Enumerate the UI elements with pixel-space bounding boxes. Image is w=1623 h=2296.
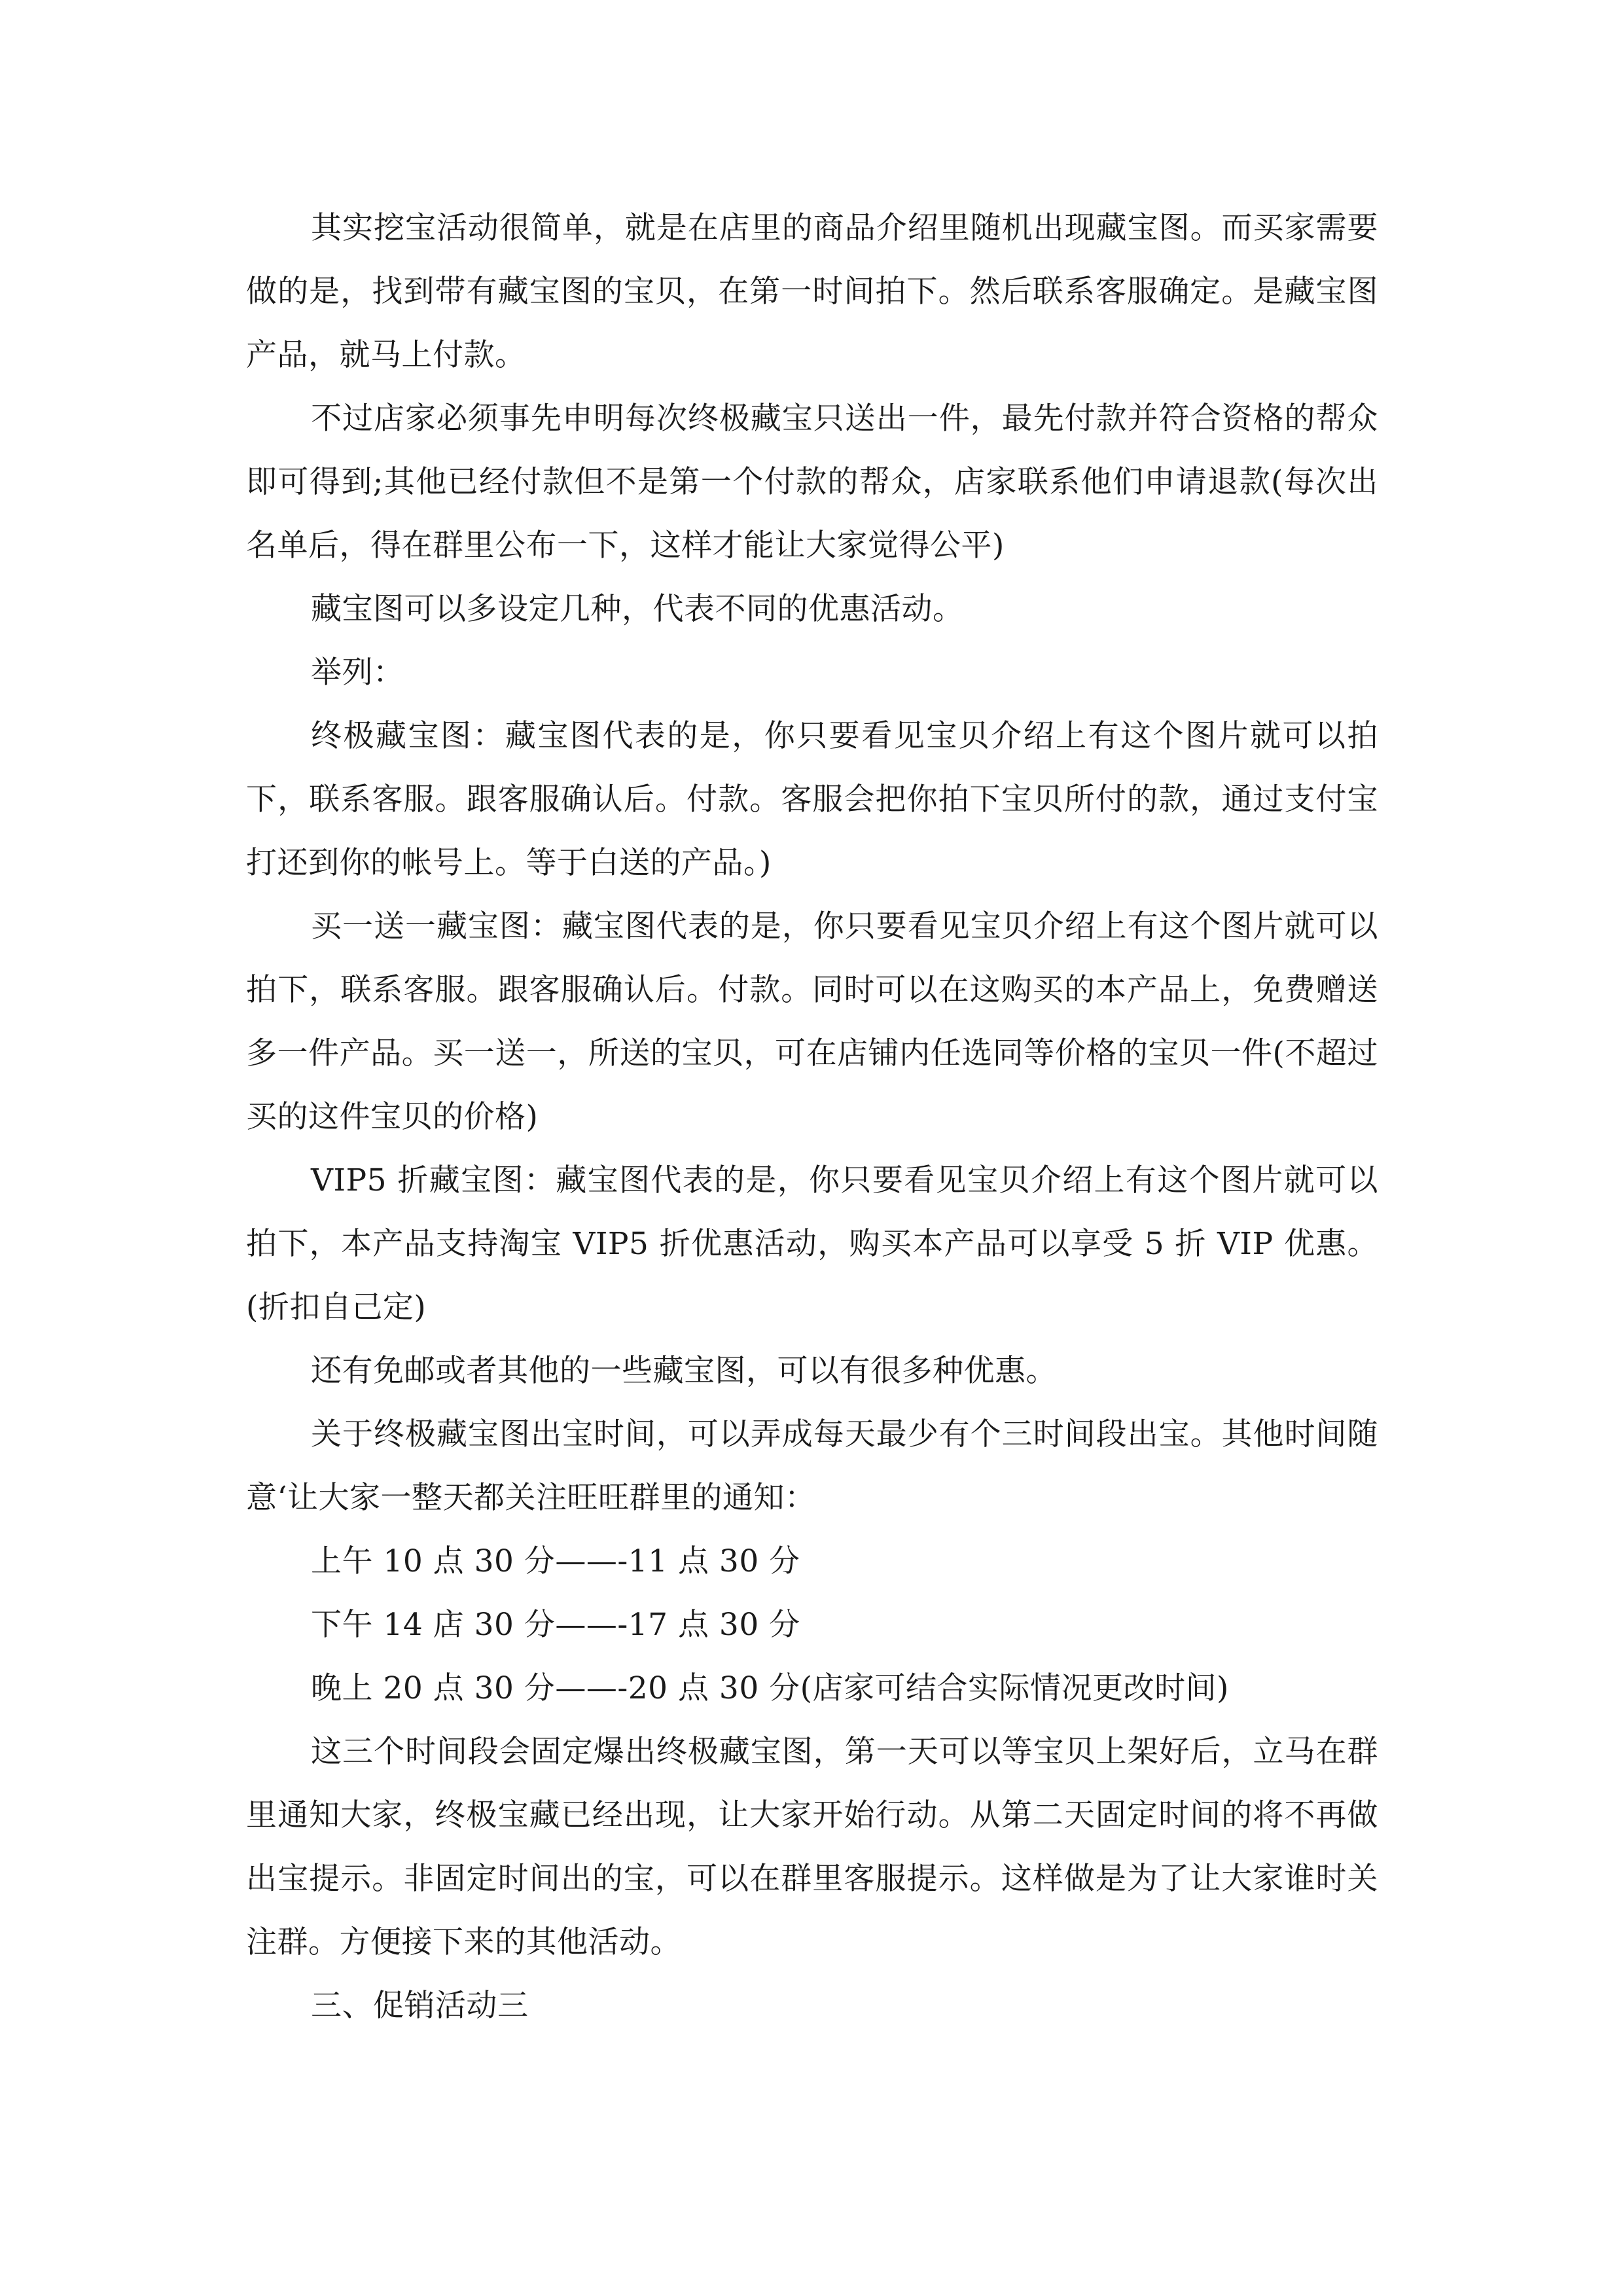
paragraph-examples-label: 举列： [311,655,404,691]
paragraph-other-maps: 还有免邮或者其他的一些藏宝图，可以有很多种优惠。 [311,1353,1057,1389]
section-heading-promotion-three: 三、促销活动三 [311,1988,529,2024]
paragraph-vip-discount-map: VIP5 折藏宝图：藏宝图代表的是，你只要看见宝贝介绍上有这个图片就可以拍下，本产品支持淘宝 VIP5 折优惠活动，购买本产品可以享受 5 折 VIP 优惠。(折扣自己定) [246,1162,1378,1325]
paragraph-buy-one-get-one-map: 买一送一藏宝图：藏宝图代表的是，你只要看见宝贝介绍上有这个图片就可以拍下，联系客服。跟客服确认后。付款。同时可以在这购买的本产品上，免费赠送多一件产品。买一送一，所送的宝贝，可在店铺内任选同等价格的宝贝一件(不超过买的这件宝贝的价格) [246,908,1378,1135]
paragraph-one-winner-rule: 不过店家必须事先申明每次终极藏宝只送出一件，最先付款并符合资格的帮众即可得到;其他已经付款但不是第一个付款的帮众，店家联系他们申请退款(每次出名单后，得在群里公布一下，这样才能让大家觉得公平) [246,401,1378,564]
paragraph-time-slot-evening: 晚上 20 点 30 分——-20 点 30 分(店家可结合实际情况更改时间) [311,1670,1229,1706]
paragraph-ultimate-map: 终极藏宝图：藏宝图代表的是，你只要看见宝贝介绍上有这个图片就可以拍下，联系客服。跟客服确认后。付款。客服会把你拍下宝贝所付的款，通过支付宝打还到你的帐号上。等于白送的产品。) [246,718,1378,881]
paragraph-treasure-intro: 其实挖宝活动很简单，就是在店里的商品介绍里随机出现藏宝图。而买家需要做的是，找到带有藏宝图的宝贝，在第一时间拍下。然后联系客服确定。是藏宝图产品，就马上付款。 [246,210,1378,373]
paragraph-release-times-intro: 关于终极藏宝图出宝时间，可以弄成每天最少有个三时间段出宝。其他时间随意‘让大家一整天都关注旺旺群里的通知： [246,1416,1378,1516]
paragraph-time-slot-morning: 上午 10 点 30 分——-11 点 30 分 [311,1543,800,1579]
document-body [246,196,1378,2037]
paragraph-time-slot-afternoon: 下午 14 店 30 分——-17 点 30 分 [311,1607,800,1643]
paragraph-fixed-release-explanation: 这三个时间段会固定爆出终极藏宝图，第一天可以等宝贝上架好后，立马在群里通知大家，终极宝藏已经出现，让大家开始行动。从第二天固定时间的将不再做出宝提示。非固定时间出的宝，可以在群里客服提示。这样做是为了让大家谁时关注群。方便接下来的其他活动。 [246,1734,1378,1960]
paragraph-map-types: 藏宝图可以多设定几种，代表不同的优惠活动。 [311,591,964,627]
